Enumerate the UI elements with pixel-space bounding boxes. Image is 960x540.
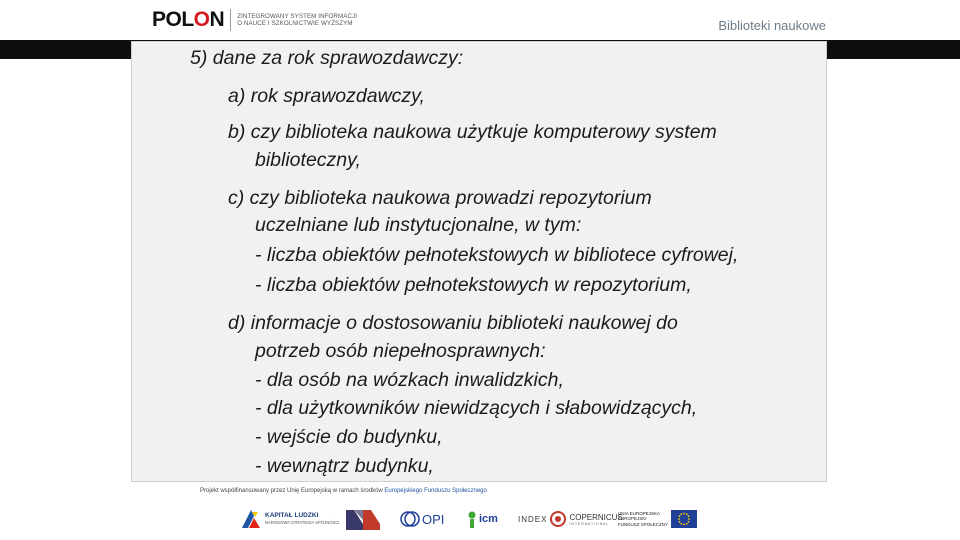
- ministry-logo: [346, 502, 380, 536]
- icm-logo: icm: [465, 502, 498, 536]
- icm-icon: [465, 510, 479, 528]
- list-item-c-sub-2: - liczba obiektów pełnotekstowych w repozytorium,: [255, 274, 692, 296]
- project-funding-note: Projekt współfinansowany przez Unię Europejską w ramach środków Europejskiego Funduszu Społecznego: [200, 488, 487, 494]
- polon-logo-subtitle: ZINTEGROWANY SYSTEM INFORMACJI O NAUCE I SZKOLNICTWIE WYŻSZYM: [237, 12, 358, 27]
- list-item-5: 5) dane za rok sprawozdawczy:: [190, 47, 464, 69]
- list-item-d: d) informacje o dostosowaniu biblioteki naukowej do: [228, 312, 678, 334]
- copernicus-icon: [550, 511, 566, 527]
- footer: [150, 482, 770, 540]
- polon-logo: [152, 9, 357, 31]
- list-item-c-cont: uczelniane lub instytucjonalne, w tym:: [255, 214, 582, 236]
- list-item-c: c) czy biblioteka naukowa prowadzi repozytorium: [228, 187, 652, 209]
- eu-social-fund-logo: UNIA EUROPEJSKA EUROPEJSKI FUNDUSZ SPOŁECZNY: [618, 502, 697, 536]
- list-item-d-sub-3: - wejście do budynku,: [255, 426, 443, 448]
- eu-flag-icon: [671, 510, 697, 528]
- logo-separator: [230, 9, 231, 31]
- page-header: [0, 0, 960, 40]
- kapital-ludzki-icon: [240, 508, 262, 530]
- index-copernicus-logo: INDEX COPERNICUS I N T E R N A T I O N A L: [518, 512, 623, 526]
- list-item-b-cont: biblioteczny,: [255, 149, 361, 171]
- list-item-d-sub-1: - dla osób na wózkach inwalidzkich,: [255, 369, 564, 391]
- list-item-c-sub-1: - liczba obiektów pełnotekstowych w bibliotece cyfrowej,: [255, 244, 739, 266]
- list-item-d-cont: potrzeb osób niepełnosprawnych:: [255, 340, 546, 362]
- partner-logos: [150, 502, 770, 536]
- opi-logo: OPI: [400, 502, 444, 536]
- section-title: Biblioteki naukowe: [718, 18, 826, 33]
- list-item-d-sub-2: - dla użytkowników niewidzących i słabowidzących,: [255, 397, 698, 419]
- opi-icon: [400, 511, 420, 527]
- ministry-icon: [346, 508, 380, 530]
- polon-wordmark: POLON: [152, 8, 225, 31]
- list-item-d-sub-4: - wewnątrz budynku,: [255, 455, 434, 477]
- kapital-ludzki-logo: KAPITAŁ LUDZKI NARODOWA STRATEGIA SPÓJNOŚCI: [240, 502, 339, 536]
- list-item-b: b) czy biblioteka naukowa użytkuje komputerowy system: [228, 121, 717, 143]
- list-item-a: a) rok sprawozdawczy,: [228, 85, 425, 107]
